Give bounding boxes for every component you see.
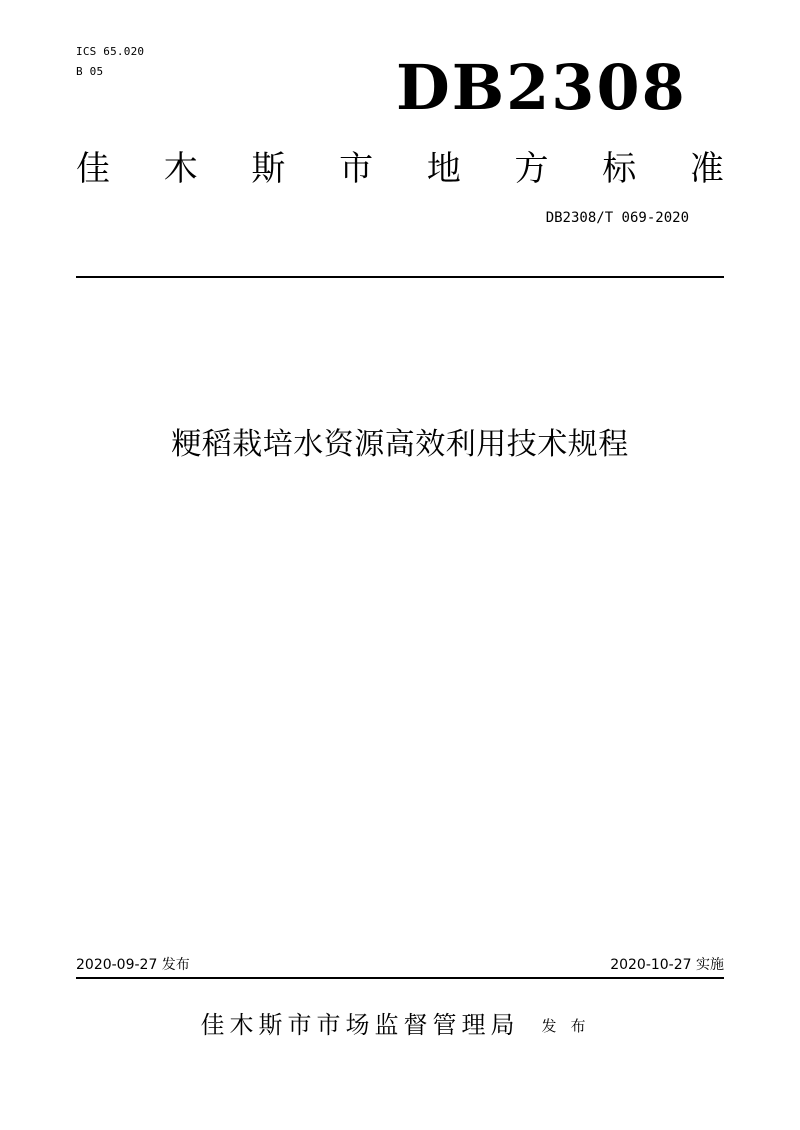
- issuing-authority: 佳木斯市市场监督管理局: [200, 1011, 520, 1039]
- implementation-date: 2020-10-27 实施: [610, 957, 724, 973]
- ics-code: ICS 65.020: [76, 45, 145, 58]
- standard-type-char: 地: [426, 149, 461, 189]
- issuer-line: [0, 1005, 800, 1046]
- standard-type-heading: [76, 146, 724, 192]
- standard-number: DB2308/T 069-2020: [545, 210, 689, 226]
- standard-type-char: 方: [514, 149, 549, 189]
- issue-label: 发布: [541, 1017, 600, 1035]
- standard-type-char: 斯: [251, 149, 286, 189]
- standard-type-char: 标: [602, 149, 637, 189]
- standard-type-char: 佳: [76, 149, 110, 189]
- document-title: 粳稻栽培水资源高效利用技术规程: [171, 427, 629, 462]
- db-code-heading: DB2308: [396, 51, 687, 124]
- top-divider: [76, 276, 724, 278]
- standard-type-char: 市: [339, 149, 374, 189]
- ccs-code: B 05: [76, 65, 104, 78]
- release-date: 2020-09-27 发布: [76, 957, 190, 973]
- bottom-divider: [76, 977, 724, 979]
- classification-codes: [76, 42, 144, 82]
- standard-type-char: 木: [163, 149, 198, 189]
- standard-type-char: 准: [689, 149, 724, 189]
